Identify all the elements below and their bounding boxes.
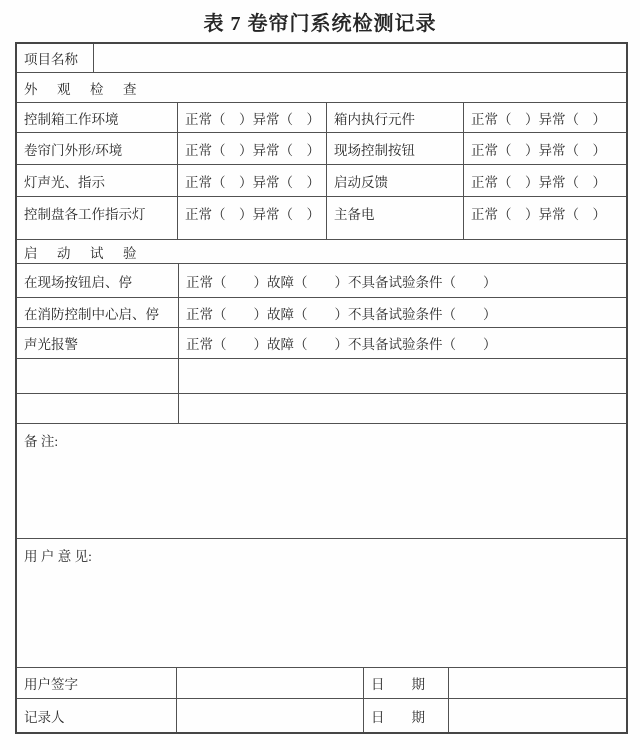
appearance-section-header-row: [17, 72, 626, 102]
remarks-input-cell[interactable]: [17, 424, 626, 538]
signer-label: 用户签字: [24, 677, 78, 692]
signature-row: [17, 667, 626, 698]
item-label: 卷帘门外形/环境: [24, 142, 123, 158]
result-options-cell[interactable]: 正常（ ）故障（ ）不具备试验条件（ ）: [178, 328, 626, 358]
item-label: 在现场按钮启、停: [24, 274, 132, 290]
result-options-cell[interactable]: 正常（ ）故障（ ）不具备试验条件（ ）: [178, 264, 626, 297]
startup-section-header: 启 动 试 验: [24, 245, 140, 261]
date-input-cell[interactable]: [448, 668, 626, 698]
page-title: 表 7 卷帘门系统检测记录: [203, 13, 437, 35]
result-options-cell[interactable]: 正常（ ）异常（ ）: [177, 103, 326, 132]
startup-row: [17, 327, 626, 358]
blank-result-cell[interactable]: [178, 394, 626, 423]
user-opinion-label: 用 户 意 见:: [24, 549, 92, 564]
appearance-row: [17, 132, 626, 164]
signature-input-cell[interactable]: [176, 668, 363, 698]
user-opinion-row: [17, 538, 626, 667]
item-label: 现场控制按钮: [326, 133, 463, 164]
item-label: 控制箱工作环境: [24, 111, 119, 127]
appearance-row: [17, 196, 626, 239]
result-options-cell[interactable]: 正常（ ）异常（ ）: [463, 103, 626, 132]
result-options-cell[interactable]: 正常（ ）异常（ ）: [177, 165, 326, 196]
blank-result-cell[interactable]: [178, 359, 626, 393]
date-label: 日 期: [363, 699, 448, 732]
signer-label: 记录人: [24, 709, 65, 725]
startup-row: [17, 263, 626, 297]
remarks-row: [17, 423, 626, 538]
item-label: 主备电: [326, 197, 463, 239]
result-options-cell[interactable]: 正常（ ）异常（ ）: [177, 133, 326, 164]
item-label: 灯声光、指示: [24, 174, 105, 190]
startup-row-empty: [17, 393, 626, 423]
result-options-cell[interactable]: 正常（ ）故障（ ）不具备试验条件（ ）: [178, 298, 626, 327]
result-options-cell[interactable]: 正常（ ）异常（ ）: [463, 197, 626, 239]
blank-item-cell[interactable]: [17, 359, 178, 393]
result-options-cell[interactable]: 正常（ ）异常（ ）: [463, 165, 626, 196]
result-options-cell[interactable]: 正常（ ）异常（ ）: [463, 133, 626, 164]
item-label: 在消防控制中心启、停: [24, 306, 159, 322]
remarks-label: 备 注:: [24, 434, 59, 449]
item-label: 控制盘各工作指示灯: [24, 207, 146, 222]
signature-row: [17, 698, 626, 732]
appearance-row: [17, 164, 626, 196]
item-label: 声光报警: [24, 337, 78, 352]
date-input-cell[interactable]: [448, 699, 626, 732]
date-label: 日 期: [363, 668, 448, 698]
blank-item-cell[interactable]: [17, 394, 178, 423]
result-options-cell[interactable]: 正常（ ）异常（ ）: [177, 197, 326, 239]
project-name-label: 项目名称: [24, 52, 78, 67]
startup-section-header-row: [17, 239, 626, 263]
inspection-table: [15, 42, 628, 734]
project-name-row: [17, 44, 626, 72]
startup-row: [17, 297, 626, 327]
appearance-row: [17, 102, 626, 132]
user-opinion-input-cell[interactable]: [17, 539, 626, 667]
startup-row-empty: [17, 358, 626, 393]
item-label: 启动反馈: [326, 165, 463, 196]
signature-input-cell[interactable]: [176, 699, 363, 732]
project-name-input-cell[interactable]: [93, 44, 626, 72]
appearance-section-header: 外 观 检 查: [24, 81, 140, 97]
item-label: 箱内执行元件: [326, 103, 463, 132]
